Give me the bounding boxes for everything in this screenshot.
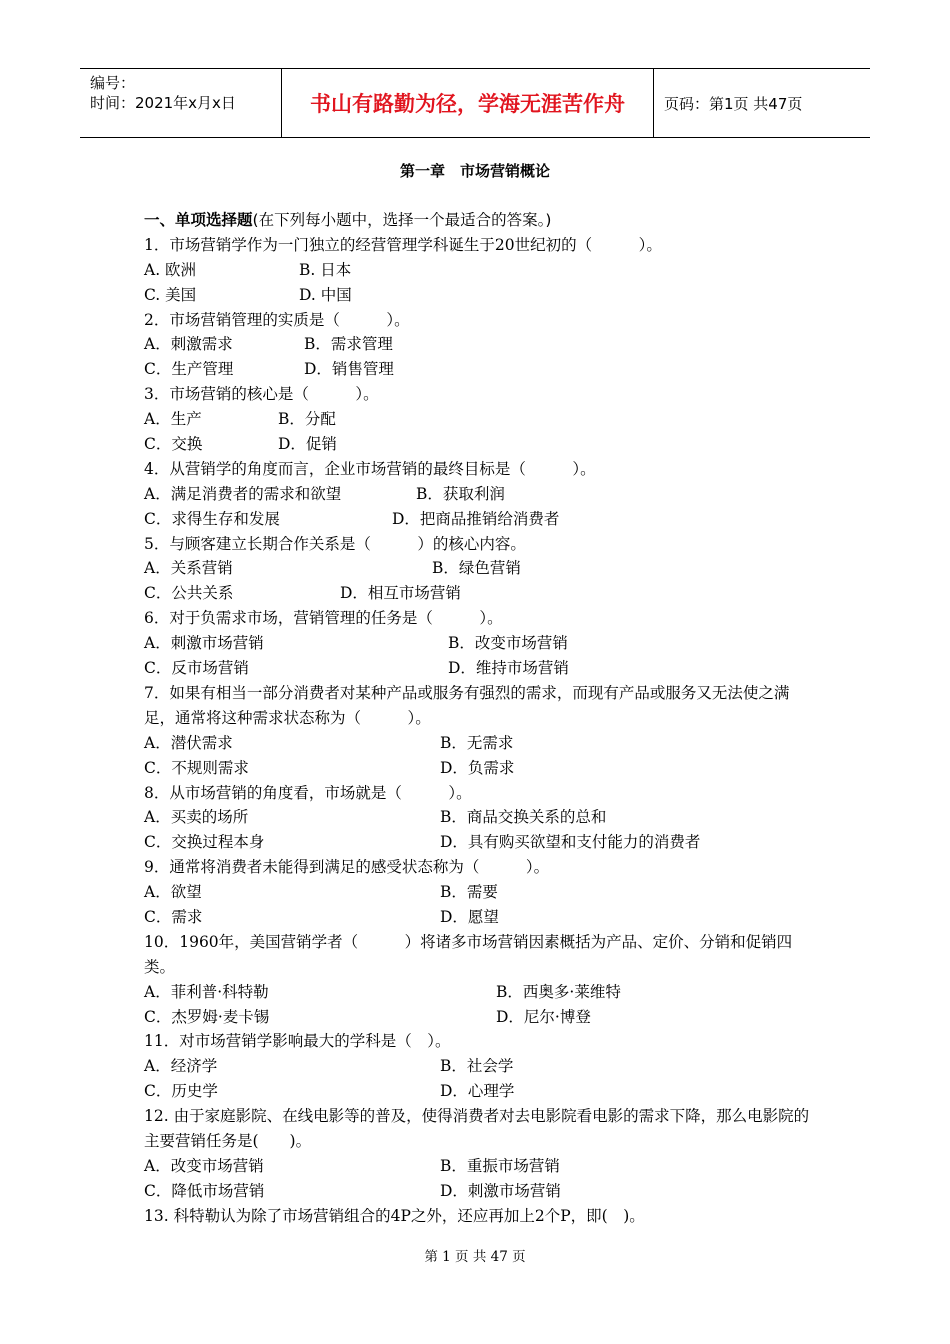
option-b: B．需要 xyxy=(440,883,498,902)
option-c: C．反市场营销 xyxy=(144,659,249,678)
option-row xyxy=(144,830,816,855)
option-row xyxy=(144,1054,816,1079)
option-row xyxy=(144,332,816,357)
question-stem: 5．与顾客建立长期合作关系是（ ）的核心内容。 xyxy=(144,534,526,553)
option-d: D．销售管理 xyxy=(304,360,394,379)
question-stem: 1．市场营销学作为一门独立的经营管理学科诞生于20世纪初的（ ）。 xyxy=(144,235,662,254)
page-indicator: 页码：第1页 共47页 xyxy=(664,94,803,113)
option-b: B．西奥多·莱维特 xyxy=(496,982,621,1001)
option-row xyxy=(144,407,816,432)
option-a: A．改变市场营销 xyxy=(144,1156,264,1175)
option-d: D．心理学 xyxy=(440,1082,515,1101)
option-c: C．杰罗姆·麦卡锡 xyxy=(144,1007,270,1026)
question-stem: 6．对于负需求市场，营销管理的任务是（ ）。 xyxy=(144,609,503,628)
option-row xyxy=(144,432,816,457)
option-row xyxy=(144,258,816,283)
option-row xyxy=(144,581,816,606)
option-row xyxy=(144,556,816,581)
question-stem: 3．市场营销的核心是（ ）。 xyxy=(144,385,379,404)
option-b: B. 日本 xyxy=(299,260,352,279)
option-c: C．需求 xyxy=(144,907,203,926)
option-d: D．愿望 xyxy=(440,907,499,926)
option-a: A．关系营销 xyxy=(144,559,233,578)
option-b: B．社会学 xyxy=(440,1057,514,1076)
header-motto-cell xyxy=(282,69,654,137)
option-b: B．获取利润 xyxy=(416,484,505,503)
option-row xyxy=(144,980,816,1005)
section-heading xyxy=(144,208,816,233)
option-row xyxy=(144,357,816,382)
option-a: A．生产 xyxy=(144,410,202,429)
option-a: A．满足消费者的需求和欲望 xyxy=(144,484,342,503)
option-b: B．无需求 xyxy=(440,733,514,752)
option-c: C．不规则需求 xyxy=(144,758,249,777)
option-row xyxy=(144,1179,816,1204)
section-instructions: (在下列每小题中，选择一个最适合的答案。) xyxy=(252,211,552,229)
question-stem: 2．市场营销管理的实质是（ ）。 xyxy=(144,310,410,329)
option-d: D．尼尔·博登 xyxy=(496,1007,591,1026)
option-a: A．菲利普·科特勒 xyxy=(144,982,269,1001)
option-a: A．刺激市场营销 xyxy=(144,634,264,653)
question-stem: 4．从营销学的角度而言，企业市场营销的最终目标是（ ）。 xyxy=(144,459,596,478)
option-b: B．分配 xyxy=(278,410,336,429)
section-title: 一、单项选择题 xyxy=(144,211,253,229)
option-a: A．潜伏需求 xyxy=(144,733,233,752)
option-row xyxy=(144,1005,816,1030)
option-a: A．刺激需求 xyxy=(144,335,233,354)
option-b: B．重振市场营销 xyxy=(440,1156,560,1175)
option-row xyxy=(144,731,816,756)
question-stem: 10．1960年，美国营销学者（ ）将诸多市场营销因素概括为产品、定价、分销和促销四类。 xyxy=(144,932,793,976)
option-row xyxy=(144,631,816,656)
chapter-title: 第一章 市场营销概论 xyxy=(399,162,550,180)
option-row xyxy=(144,1154,816,1179)
option-row xyxy=(144,756,816,781)
option-c: C. 美国 xyxy=(144,285,197,304)
option-row xyxy=(144,482,816,507)
option-a: A．欲望 xyxy=(144,883,202,902)
option-c: C．历史学 xyxy=(144,1082,218,1101)
question-stem: 7．如果有相当一部分消费者对某种产品或服务有强烈的需求，而现有产品或服务又无法使之满足，通常将这种需求状态称为（ ）。 xyxy=(144,683,790,727)
document-date: 时间：2021年x月x日 xyxy=(90,94,236,112)
option-row xyxy=(144,1079,816,1104)
motto-text: 书山有路勤为径，学海无涯苦作舟 xyxy=(310,92,625,116)
option-a: A. 欧洲 xyxy=(144,260,197,279)
option-b: B．商品交换关系的总和 xyxy=(440,808,607,827)
option-d: D．刺激市场营销 xyxy=(440,1181,561,1200)
question-list xyxy=(144,208,816,1229)
option-b: B．绿色营销 xyxy=(432,559,521,578)
question-stem: 12. 由于家庭影院、在线电影等的普及，使得消费者对去电影院看电影的需求下降，那么电影院的主要营销任务是( )。 xyxy=(144,1107,810,1151)
option-c: C．公共关系 xyxy=(144,584,234,603)
option-row xyxy=(144,805,816,830)
option-row xyxy=(144,283,816,308)
option-b: B．需求管理 xyxy=(304,335,393,354)
option-row xyxy=(144,507,816,532)
option-d: D．负需求 xyxy=(440,758,515,777)
page-footer: 第 1 页 共 47 页 xyxy=(424,1249,526,1265)
option-c: C．生产管理 xyxy=(144,360,234,379)
question-stem: 9．通常将消费者未能得到满足的感受状态称为（ ）。 xyxy=(144,858,550,877)
header-table xyxy=(80,68,870,138)
option-row xyxy=(144,880,816,905)
option-d: D．相互市场营销 xyxy=(340,584,461,603)
option-a: A．经济学 xyxy=(144,1057,218,1076)
option-a: A．买卖的场所 xyxy=(144,808,249,827)
header-page-cell xyxy=(654,69,870,137)
option-c: C．降低市场营销 xyxy=(144,1181,265,1200)
question-stem: 11．对市场营销学影响最大的学科是（ ）。 xyxy=(144,1032,451,1051)
header-meta-cell xyxy=(80,69,282,137)
question-stem: 13. 科特勒认为除了市场营销组合的4P之外，还应再加上2个P，即( )。 xyxy=(144,1206,645,1225)
option-c: C．求得生存和发展 xyxy=(144,509,280,528)
option-c: C．交换 xyxy=(144,435,203,454)
option-row xyxy=(144,656,816,681)
option-row xyxy=(144,905,816,930)
option-d: D．具有购买欲望和支付能力的消费者 xyxy=(440,833,701,852)
option-c: C．交换过程本身 xyxy=(144,833,265,852)
option-d: D．促销 xyxy=(278,435,337,454)
option-d: D．把商品推销给消费者 xyxy=(392,509,560,528)
option-b: B．改变市场营销 xyxy=(448,634,568,653)
option-d: D．维持市场营销 xyxy=(448,659,569,678)
option-d: D. 中国 xyxy=(299,285,352,304)
document-number: 编号： xyxy=(90,74,136,92)
question-stem: 8．从市场营销的角度看，市场就是（ ）。 xyxy=(144,783,472,802)
